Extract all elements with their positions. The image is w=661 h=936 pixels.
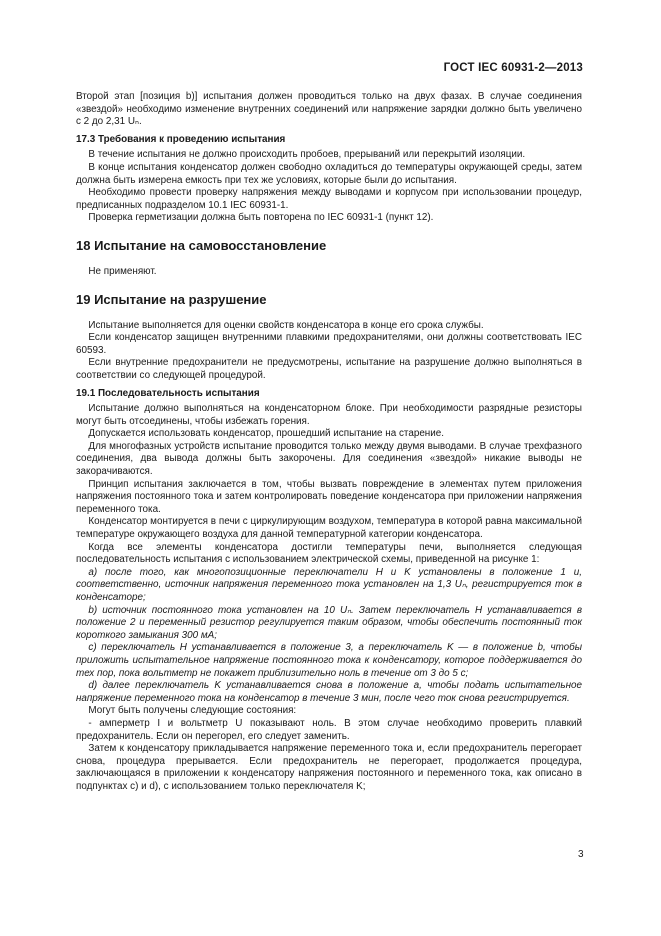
paragraph: Для многофазных устройств испытание проводится только между двумя выводами. В случае трехфазного соединения, два вывода должны быть закорочены. Для соединения «звездой» никакие выводы не закорачиваются. xyxy=(76,440,582,478)
list-item-d: d) далее переключатель K устанавливается снова в положение a, чтобы подать испытательное напряжение переменного тока на конденсатор в течение 3 мин, после чего ток снова регистрируется. xyxy=(76,680,582,704)
paragraph: В течение испытания не должно происходить пробоев, прерываний или перекрытий изоляции. xyxy=(88,149,526,161)
paragraph: Не применяют. xyxy=(88,265,157,277)
paragraph: Могут быть получены следующие состояния: xyxy=(88,705,297,717)
section-heading-18: 18 Испытание на самовосстановление xyxy=(76,237,327,253)
paragraph: - амперметр I и вольтметр U показывают ноль. В этом случае необходимо проверить плавкий предохранитель. Если он перегорел, его следует заменить. xyxy=(76,717,582,742)
list-item-c: c) переключатель H устанавливается в положение 3, а переключатель K — в положение b, чтобы приложить испытательное напряжение постоянного тока к конденсатору, которое поддерживается до тех пор, пока вольтметр не покажет приблизительно ноль в течение от 3 до 5 с; xyxy=(76,642,582,679)
paragraph: Необходимо провести проверку напряжения между выводами и корпусом при использовании процедур, предписанных подразделом 10.1 IEC 60931-1. xyxy=(76,187,582,211)
paragraph: Если внутренние предохранители не предусмотрены, испытание на разрушение должно выполняться в соответствии со следующей процедурой. xyxy=(76,357,582,381)
subsection-heading-17-3: 17.3 Требования к проведению испытания xyxy=(76,133,286,145)
list-item-b: b) источник постоянного тока установлен на 10 Uₙ. Затем переключатель H устанавливается в положение 2 и переменный резистор регулируется таким образом, чтобы обеспечить постоянный ток короткого замыкания 300 мА; xyxy=(76,604,582,641)
section-heading-19: 19 Испытание на разрушение xyxy=(76,291,267,307)
paragraph: Испытание должно выполняться на конденсаторном блоке. При необходимости разрядные резисторы могут быть отсоединены, чтобы избежать горения. xyxy=(76,403,582,427)
subsection-heading-19-1: 19.1 Последовательность испытания xyxy=(76,387,260,399)
document-body xyxy=(76,91,582,794)
paragraph: Затем к конденсатору прикладывается напряжение переменного тока и, если предохранитель перегорает снова, процедура прерывается. Если предохранитель не перегорает, продолжается процедура, заключающаяся в приложении к конденсатору напряжения постоянного и переменного тока, как описано в подпунктах c) и d), с использованием только переключателя K; xyxy=(76,743,582,792)
paragraph: В конце испытания конденсатор должен свободно охладиться до температуры окружающей среды, затем должна быть измерена емкость при тех же условиях, которые были до испытания. xyxy=(76,161,582,186)
paragraph: Допускается использовать конденсатор, прошедший испытание на старение. xyxy=(88,428,445,440)
paragraph: Проверка герметизации должна быть повторена по IEC 60931-1 (пункт 12). xyxy=(88,212,434,224)
page-number: 3 xyxy=(578,849,584,860)
paragraph: Второй этап [позиция b)] испытания должен проводиться только на двух фазах. В случае соединения «звездой» необходимо изменение внутренних соединений или напряжение зарядки должно быть увеличено с 2 до 2,31 Uₙ. xyxy=(76,91,582,128)
standard-header: ГОСТ IEC 60931-2—2013 xyxy=(443,62,583,74)
paragraph: Конденсатор монтируется в печи с циркулирующим воздухом, температура в которой равна максимальной температуре окружающего воздуха для данной температурной категории конденсатора. xyxy=(76,516,582,541)
paragraph: Испытание выполняется для оценки свойств конденсатора в конце его срока службы. xyxy=(88,319,484,331)
paragraph: Если конденсатор защищен внутренними плавкими предохранителями, они должны соответствовать IEC 60593. xyxy=(76,332,582,356)
paragraph: Принцип испытания заключается в том, чтобы вызвать повреждение в элементах путем приложения напряжения постоянного тока и затем контролировать поведение конденсатора при приложении напряжения переменного тока. xyxy=(76,478,582,515)
list-item-a: a) после того, как многопозиционные переключатели H и K установлены в положение 1 и, соответственно, источник напряжения переменного тока установлен на 1,3 Uₙ, регистрируется ток в конденсаторе; xyxy=(76,566,582,603)
paragraph: Когда все элементы конденсатора достигли температуры печи, выполняется следующая последовательность испытания с использованием электрической схемы, приведенной на рисунке 1: xyxy=(76,541,582,566)
